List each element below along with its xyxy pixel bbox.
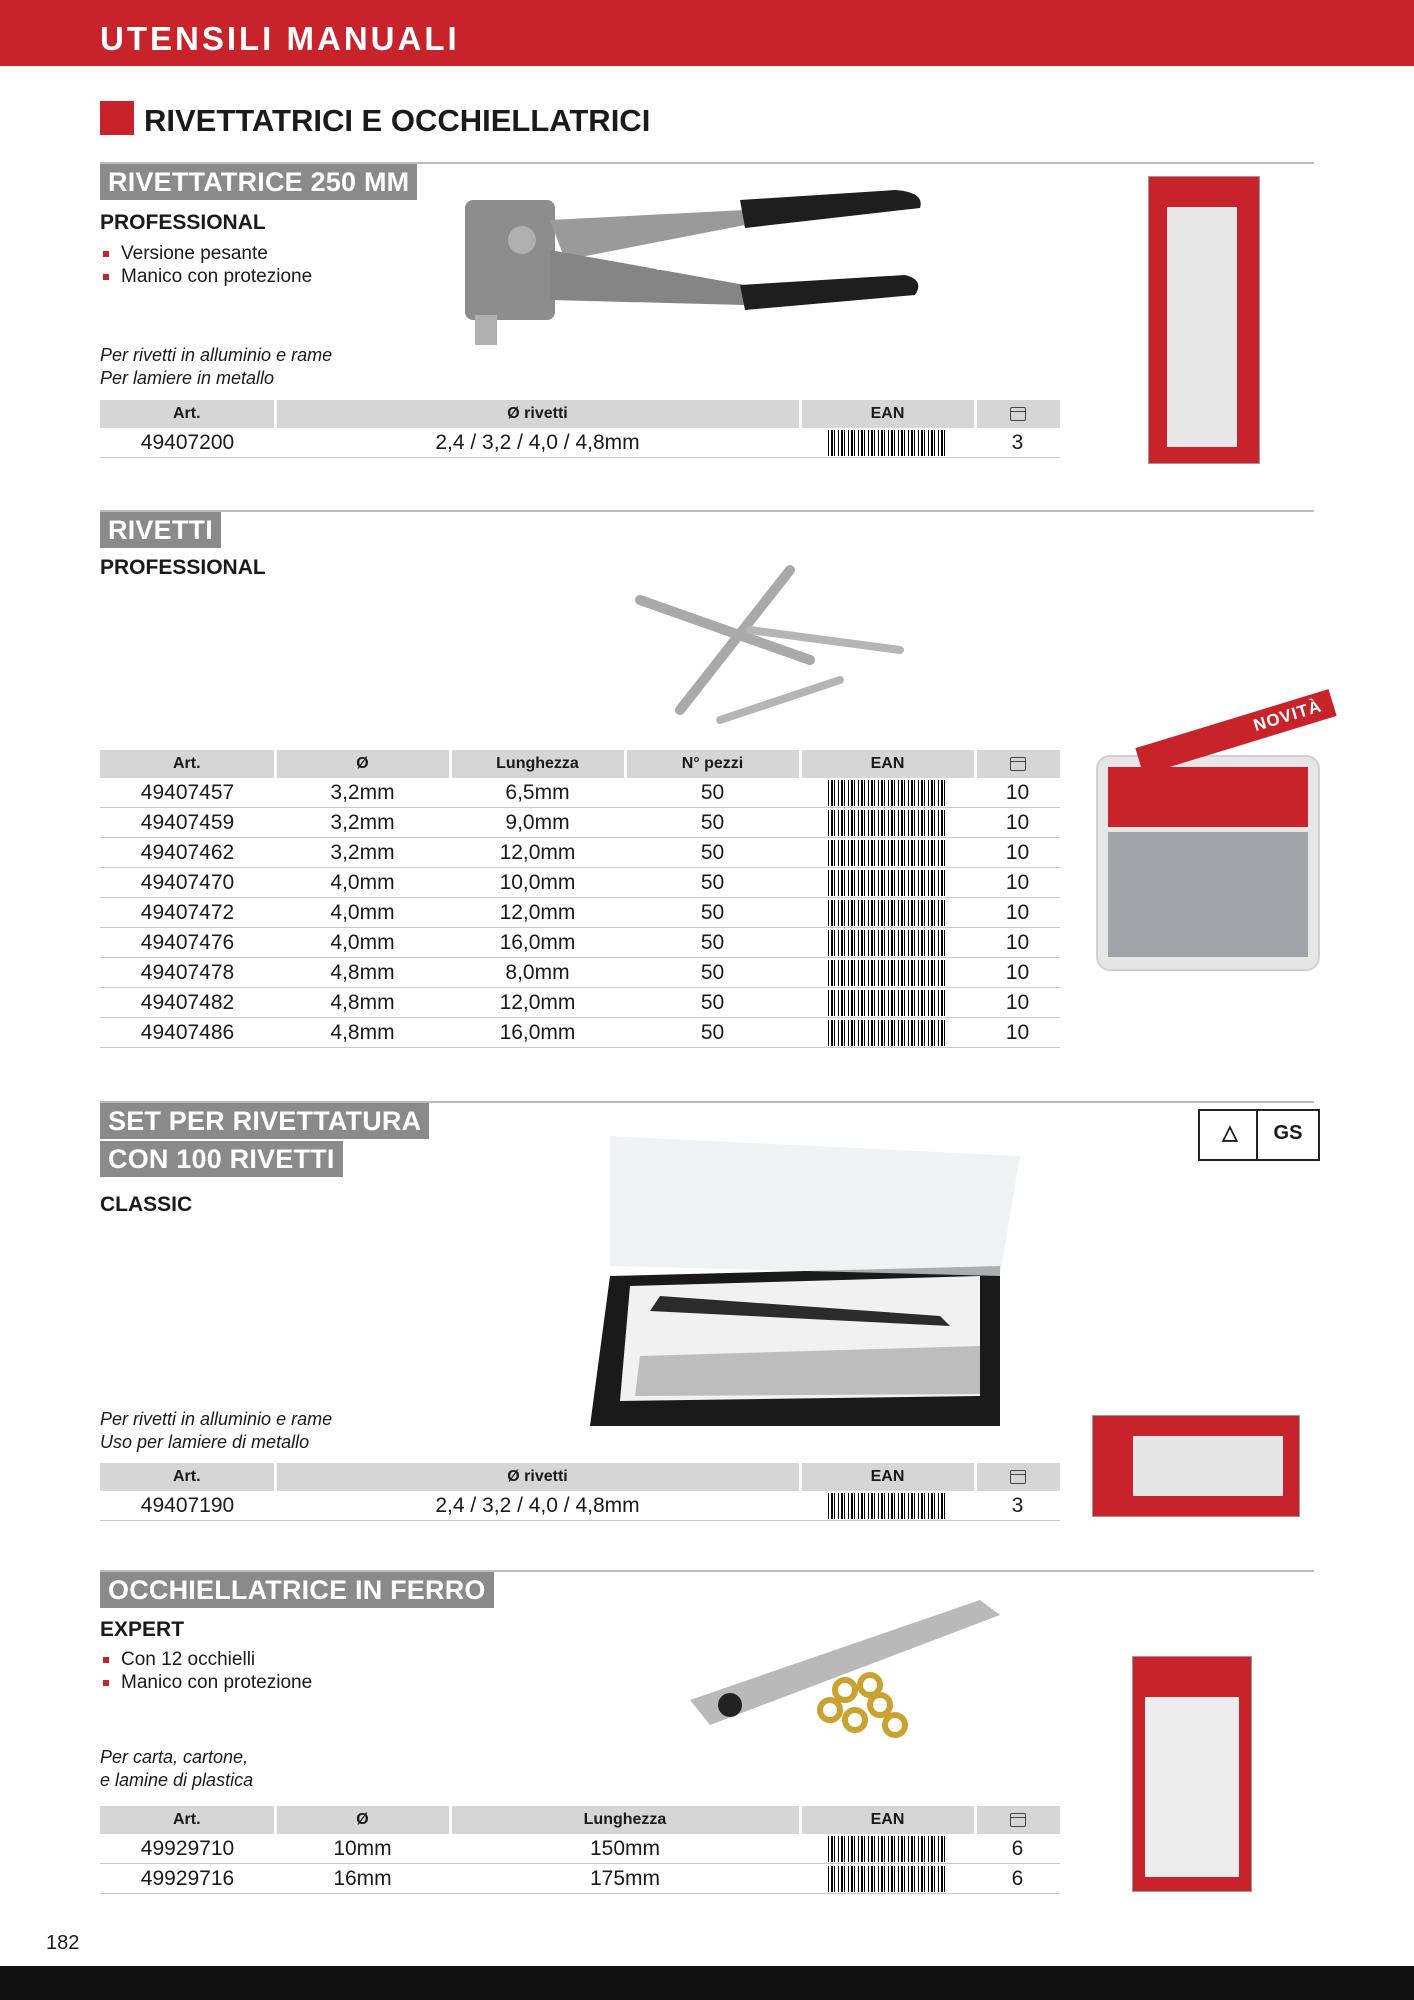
- section-rivettatrice: [100, 162, 1314, 462]
- col-header-length: Lunghezza: [450, 1806, 800, 1834]
- barcode-icon: [828, 1836, 948, 1862]
- cell-art: 49407190: [100, 1491, 275, 1521]
- cell-length: 10,0mm: [450, 868, 625, 898]
- rivet-kit-image: [580, 1126, 1020, 1446]
- col-header-art: Art.: [100, 1463, 275, 1491]
- feature-item: Manico con protezione: [100, 265, 312, 288]
- section-subtitle: PROFESSIONAL: [100, 556, 266, 579]
- section-occhiellatrice: [100, 1570, 1314, 1900]
- table-row: [100, 808, 1060, 838]
- cell-length: 6,5mm: [450, 778, 625, 808]
- usage-note: [100, 344, 332, 390]
- col-header-diameter: Ø: [275, 750, 450, 778]
- section-divider: [100, 510, 1314, 512]
- cell-length: 12,0mm: [450, 838, 625, 868]
- section-set-rivettatura: [100, 1101, 1314, 1521]
- barcode-icon: [828, 780, 948, 806]
- cell-art: 49407482: [100, 988, 275, 1018]
- cell-pieces: 50: [625, 928, 800, 958]
- cell-length: 12,0mm: [450, 988, 625, 1018]
- barcode-icon: [828, 990, 948, 1016]
- package-image: [1132, 1656, 1252, 1892]
- cell-ean: [800, 1834, 975, 1864]
- cell-art: 49929710: [100, 1834, 275, 1864]
- table-row: [100, 1834, 1060, 1864]
- spec-table: [100, 1463, 1060, 1521]
- barcode-icon: [828, 930, 948, 956]
- cell-length: 16,0mm: [450, 1018, 625, 1048]
- cell-art: 49929716: [100, 1864, 275, 1894]
- col-header-pieces: N° pezzi: [625, 750, 800, 778]
- cell-box: 10: [975, 868, 1060, 898]
- cell-box: 10: [975, 808, 1060, 838]
- cell-diameter: 4,8mm: [275, 988, 450, 1018]
- cell-box: 6: [975, 1834, 1060, 1864]
- new-badge: NOVITÀ: [1135, 689, 1337, 775]
- heading-marker: [100, 101, 134, 135]
- spec-table: [100, 750, 1060, 1048]
- svg-text:kwb: kwb: [655, 246, 706, 276]
- cell-box: 3: [975, 1491, 1060, 1521]
- col-header-ean: EAN: [800, 1463, 975, 1491]
- box-icon: [1010, 1813, 1026, 1827]
- cell-diameter: 2,4 / 3,2 / 4,0 / 4,8mm: [275, 428, 800, 458]
- usage-note-line: Per rivetti in alluminio e rame: [100, 345, 333, 365]
- cell-ean: [800, 928, 975, 958]
- table-row: [100, 868, 1060, 898]
- barcode-icon: [828, 870, 948, 896]
- col-header-ean: EAN: [800, 750, 975, 778]
- table-row: [100, 988, 1060, 1018]
- footer-bar: [0, 1966, 1414, 2000]
- cell-length: 9,0mm: [450, 808, 625, 838]
- cell-art: 49407476: [100, 928, 275, 958]
- cell-art: 49407486: [100, 1018, 275, 1048]
- page-title: RIVETTATRICI E OCCHIELLATRICI: [144, 103, 651, 138]
- feature-item: Versione pesante: [100, 242, 312, 265]
- package-image: [1096, 755, 1320, 971]
- package-window: [1108, 832, 1308, 957]
- cell-length: 12,0mm: [450, 898, 625, 928]
- package-label: [1108, 767, 1308, 827]
- cell-pieces: 50: [625, 898, 800, 928]
- table-row: [100, 898, 1060, 928]
- col-header-box: [975, 1806, 1060, 1834]
- cell-ean: [800, 778, 975, 808]
- barcode-icon: [828, 1866, 948, 1892]
- page-number: 182: [46, 1932, 80, 1954]
- cell-diameter: 4,8mm: [275, 958, 450, 988]
- barcode-icon: [828, 840, 948, 866]
- usage-note-line: e lamine di plastica: [100, 1770, 254, 1790]
- spec-table: [100, 1806, 1060, 1894]
- table-row: [100, 958, 1060, 988]
- cell-box: 10: [975, 838, 1060, 868]
- header-title: UTENSILI MANUALI: [100, 20, 460, 57]
- usage-note-line: Per carta, cartone,: [100, 1747, 249, 1767]
- package-image: [1092, 1415, 1300, 1517]
- table-row: [100, 1491, 1060, 1521]
- cell-art: 49407457: [100, 778, 275, 808]
- barcode-icon: [828, 1493, 948, 1519]
- gs-cert-icon: GS: [1256, 1109, 1320, 1161]
- col-header-diameter: Ø: [275, 1806, 450, 1834]
- feature-item: Manico con protezione: [100, 1671, 312, 1694]
- cell-diameter: 16mm: [275, 1864, 450, 1894]
- cell-pieces: 50: [625, 1018, 800, 1048]
- section-rivetti: [100, 510, 1324, 1050]
- cell-diameter: 3,2mm: [275, 838, 450, 868]
- barcode-icon: [828, 810, 948, 836]
- cell-diameter: 4,0mm: [275, 898, 450, 928]
- col-header-ean: EAN: [800, 400, 975, 428]
- cell-box: 10: [975, 898, 1060, 928]
- tuv-cert-icon: △: [1198, 1109, 1262, 1161]
- usage-note: [100, 1746, 253, 1792]
- section-title-line1: SET PER RIVETTATURA: [100, 1103, 429, 1139]
- cell-diameter: 10mm: [275, 1834, 450, 1864]
- cell-diameter: 2,4 / 3,2 / 4,0 / 4,8mm: [275, 1491, 800, 1521]
- col-header-art: Art.: [100, 1806, 275, 1834]
- cell-ean: [800, 958, 975, 988]
- header-bar: [0, 0, 1414, 66]
- col-header-diameter: Ø rivetti: [275, 1463, 800, 1491]
- package-image: [1148, 176, 1260, 464]
- table-row: [100, 1018, 1060, 1048]
- col-header-box: [975, 750, 1060, 778]
- cell-diameter: 3,2mm: [275, 808, 450, 838]
- barcode-icon: [828, 900, 948, 926]
- cell-length: 150mm: [450, 1834, 800, 1864]
- cell-pieces: 50: [625, 838, 800, 868]
- table-row: [100, 838, 1060, 868]
- col-header-diameter: Ø rivetti: [275, 400, 800, 428]
- cell-box: 10: [975, 1018, 1060, 1048]
- cell-ean: [800, 1018, 975, 1048]
- cell-art: 49407472: [100, 898, 275, 928]
- cell-pieces: 50: [625, 988, 800, 1018]
- cell-diameter: 4,0mm: [275, 868, 450, 898]
- cell-pieces: 50: [625, 868, 800, 898]
- feature-list: [100, 1648, 312, 1694]
- col-header-art: Art.: [100, 750, 275, 778]
- cell-art: 49407470: [100, 868, 275, 898]
- usage-note-line: Uso per lamiere di metallo: [100, 1432, 310, 1452]
- cell-ean: [800, 1864, 975, 1894]
- table-row: [100, 928, 1060, 958]
- cell-ean: [800, 808, 975, 838]
- section-title: OCCHIELLATRICE IN FERRO: [100, 1572, 494, 1608]
- box-icon: [1010, 1470, 1026, 1484]
- cell-diameter: 3,2mm: [275, 778, 450, 808]
- col-header-box: [975, 1463, 1060, 1491]
- cell-length: 16,0mm: [450, 928, 625, 958]
- feature-list: [100, 242, 312, 288]
- package-window: [1133, 1436, 1283, 1496]
- cell-box: 10: [975, 928, 1060, 958]
- cell-pieces: 50: [625, 808, 800, 838]
- cell-art: 49407459: [100, 808, 275, 838]
- cell-box: 10: [975, 958, 1060, 988]
- col-header-art: Art.: [100, 400, 275, 428]
- section-subtitle: CLASSIC: [100, 1193, 193, 1216]
- eyelet-tool-image: [680, 1590, 1020, 1760]
- col-header-ean: EAN: [800, 1806, 975, 1834]
- cell-pieces: 50: [625, 958, 800, 988]
- cell-pieces: 50: [625, 778, 800, 808]
- section-title: RIVETTI: [100, 512, 221, 548]
- package-window: [1145, 1697, 1239, 1877]
- box-icon: [1010, 757, 1026, 771]
- table-row: [100, 1864, 1060, 1894]
- barcode-icon: [828, 1020, 948, 1046]
- cell-ean: [800, 988, 975, 1018]
- section-title-line2: CON 100 RIVETTI: [100, 1141, 343, 1177]
- feature-item: Con 12 occhielli: [100, 1648, 312, 1671]
- usage-note: [100, 1408, 332, 1454]
- cell-diameter: 4,0mm: [275, 928, 450, 958]
- cell-ean: [800, 1491, 975, 1521]
- usage-note-line: Per rivetti in alluminio e rame: [100, 1409, 333, 1429]
- col-header-length: Lunghezza: [450, 750, 625, 778]
- cell-ean: [800, 838, 975, 868]
- cell-art: 49407462: [100, 838, 275, 868]
- cell-ean: [800, 868, 975, 898]
- cell-ean: [800, 898, 975, 928]
- barcode-icon: [828, 960, 948, 986]
- section-title: RIVETTATRICE 250 MM: [100, 164, 417, 200]
- cell-box: 10: [975, 988, 1060, 1018]
- cell-length: 175mm: [450, 1864, 800, 1894]
- usage-note-line: Per lamiere in metallo: [100, 368, 275, 388]
- table-row: [100, 778, 1060, 808]
- cell-diameter: 4,8mm: [275, 1018, 450, 1048]
- package-window: [1167, 207, 1237, 447]
- rivets-image: [600, 550, 920, 750]
- section-subtitle: PROFESSIONAL: [100, 211, 266, 234]
- section-subtitle: EXPERT: [100, 1618, 185, 1641]
- cell-art: 49407478: [100, 958, 275, 988]
- cell-box: 6: [975, 1864, 1060, 1894]
- cell-box: 3: [975, 428, 1060, 458]
- cell-box: 10: [975, 778, 1060, 808]
- cell-art: 49407200: [100, 428, 275, 458]
- cell-length: 8,0mm: [450, 958, 625, 988]
